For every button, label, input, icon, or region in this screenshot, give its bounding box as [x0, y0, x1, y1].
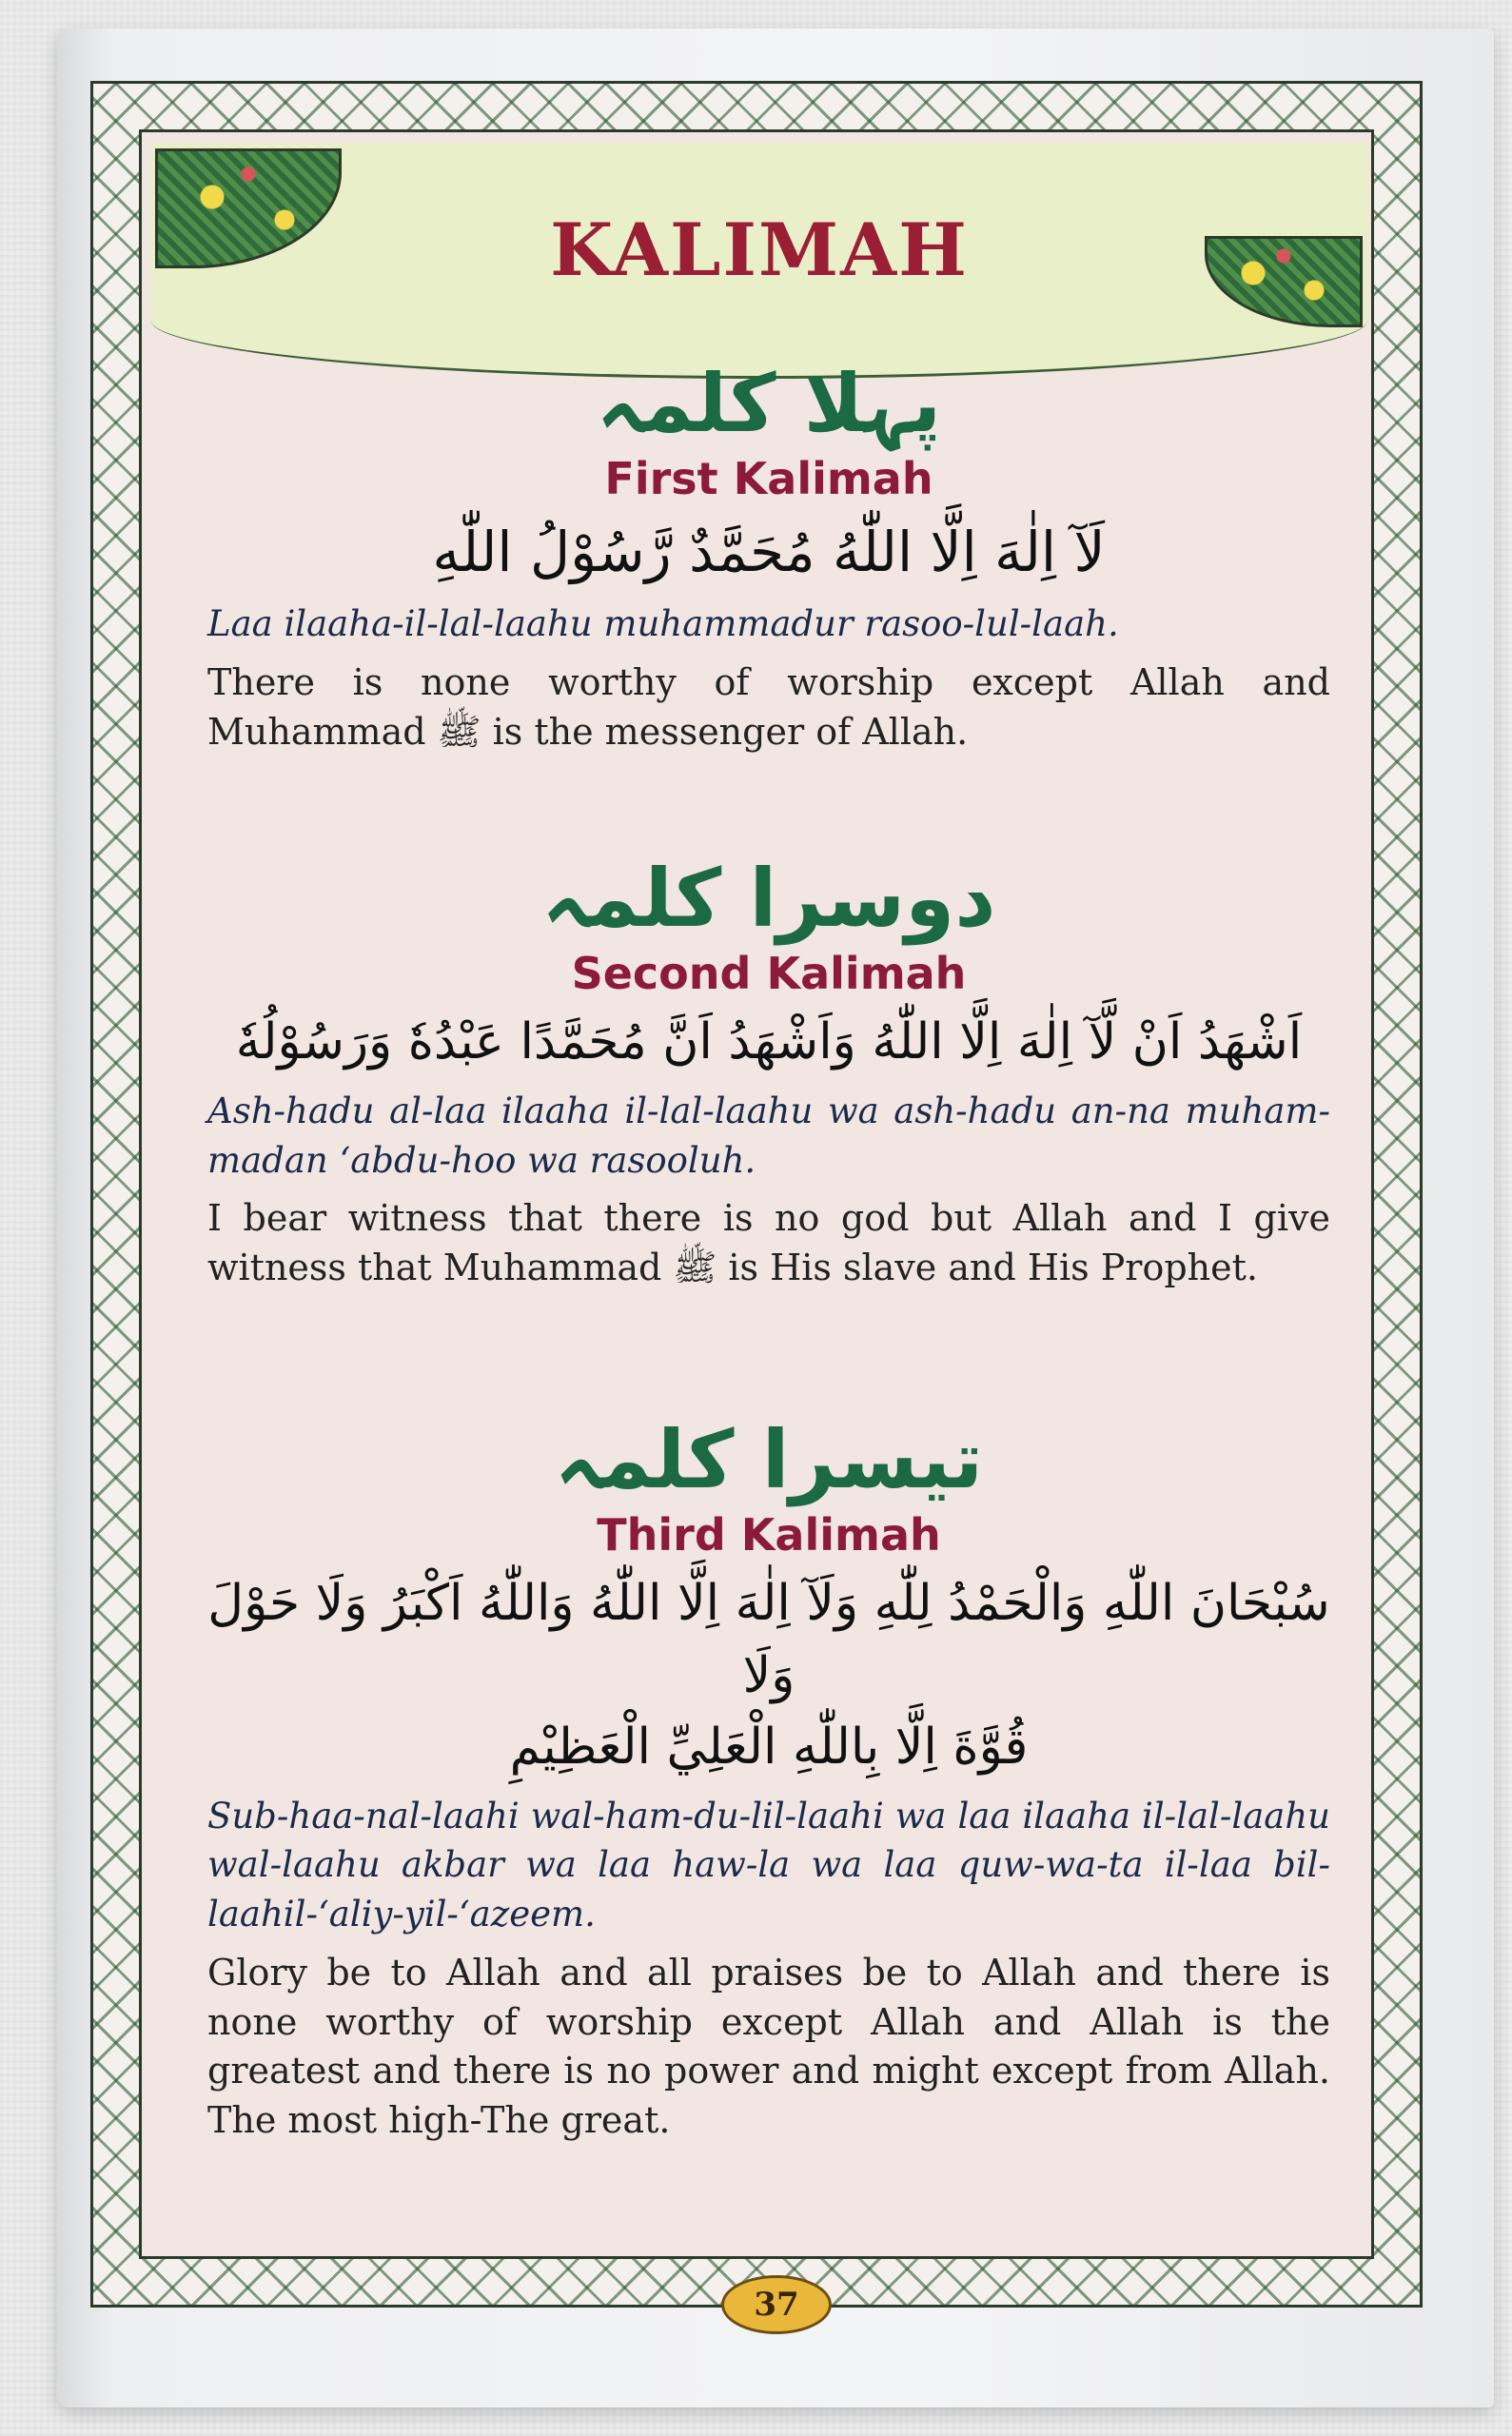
english-title: Second Kalimah — [571, 948, 967, 1000]
transliteration: Ash-hadu al-laa ilaaha il-lal-laahu wa ash-hadu an-na muham-madan ‘abdu-hoo wa rasooluh. — [207, 1090, 1330, 1181]
translation: I bear witness that there is no god but Allah and I give witness that Muhammad ﷺ is His slave and His Prophet. — [207, 1197, 1330, 1289]
urdu-title: دوسرا کلمہ — [541, 852, 996, 945]
translation: Glory be to Allah and all praises be to Allah and there is none worthy of worship except Allah and Allah is the greatest and there is no power and might except from Allah. The most high-The great. — [207, 1951, 1330, 2141]
kalimah-section-second — [207, 852, 1330, 1303]
urdu-title: تیسرا کلمہ — [554, 1413, 984, 1506]
urdu-title: پہلا کلمہ — [596, 357, 942, 450]
english-title: Third Kalimah — [597, 1509, 941, 1562]
translation: There is none worthy of worship except Allah and Muhammad ﷺ is the messenger of Allah. — [207, 661, 1330, 753]
kalimah-section-third — [207, 1413, 1330, 2155]
page-number: 37 — [721, 2275, 832, 2334]
arabic-text: اَشْهَدُ اَنْ لَّآ اِلٰهَ اِلَّا اللّٰهُ وَاَشْهَدُ اَنَّ مُحَمَّدًا عَبْدُهٗ وَرَسُوْلُهٗ — [235, 1013, 1303, 1071]
ornamental-frame — [90, 81, 1423, 2324]
transliteration: Laa ilaaha-il-lal-laahu muhammadur rasoo-lul-laah. — [207, 603, 1119, 645]
english-title: First Kalimah — [604, 453, 933, 505]
transliteration: Sub-haa-nal-laahi wal-ham-du-lil-laahi wa laa ilaaha il-lal-laahu wal-laahu akbar wa laa haw-la wa laa quw-wa-ta il-laa bil-laahil-‘aliy-yil-‘azeem. — [207, 1795, 1330, 1935]
kalimah-section-first — [207, 357, 1330, 767]
arabic-text-line-2: قُوَّةَ اِلَّا بِاللّٰهِ الْعَلِيِّ الْعَظِيْمِ — [509, 1719, 1029, 1777]
arabic-text: لَآ اِلٰهَ اِلَّا اللّٰهُ مُحَمَّدٌ رَّسُوْلُ اللّٰهِ — [432, 520, 1106, 585]
arabic-text-line-1: سُبْحَانَ اللّٰهِ وَالْحَمْدُ لِلّٰهِ وَلَآ اِلٰهَ اِلَّا اللّٰهُ وَاللّٰهُ اَكْبَرُ وَلَا حَوْلَ وَلَا — [207, 1575, 1330, 1704]
page-title: KALIMAH — [550, 207, 969, 292]
